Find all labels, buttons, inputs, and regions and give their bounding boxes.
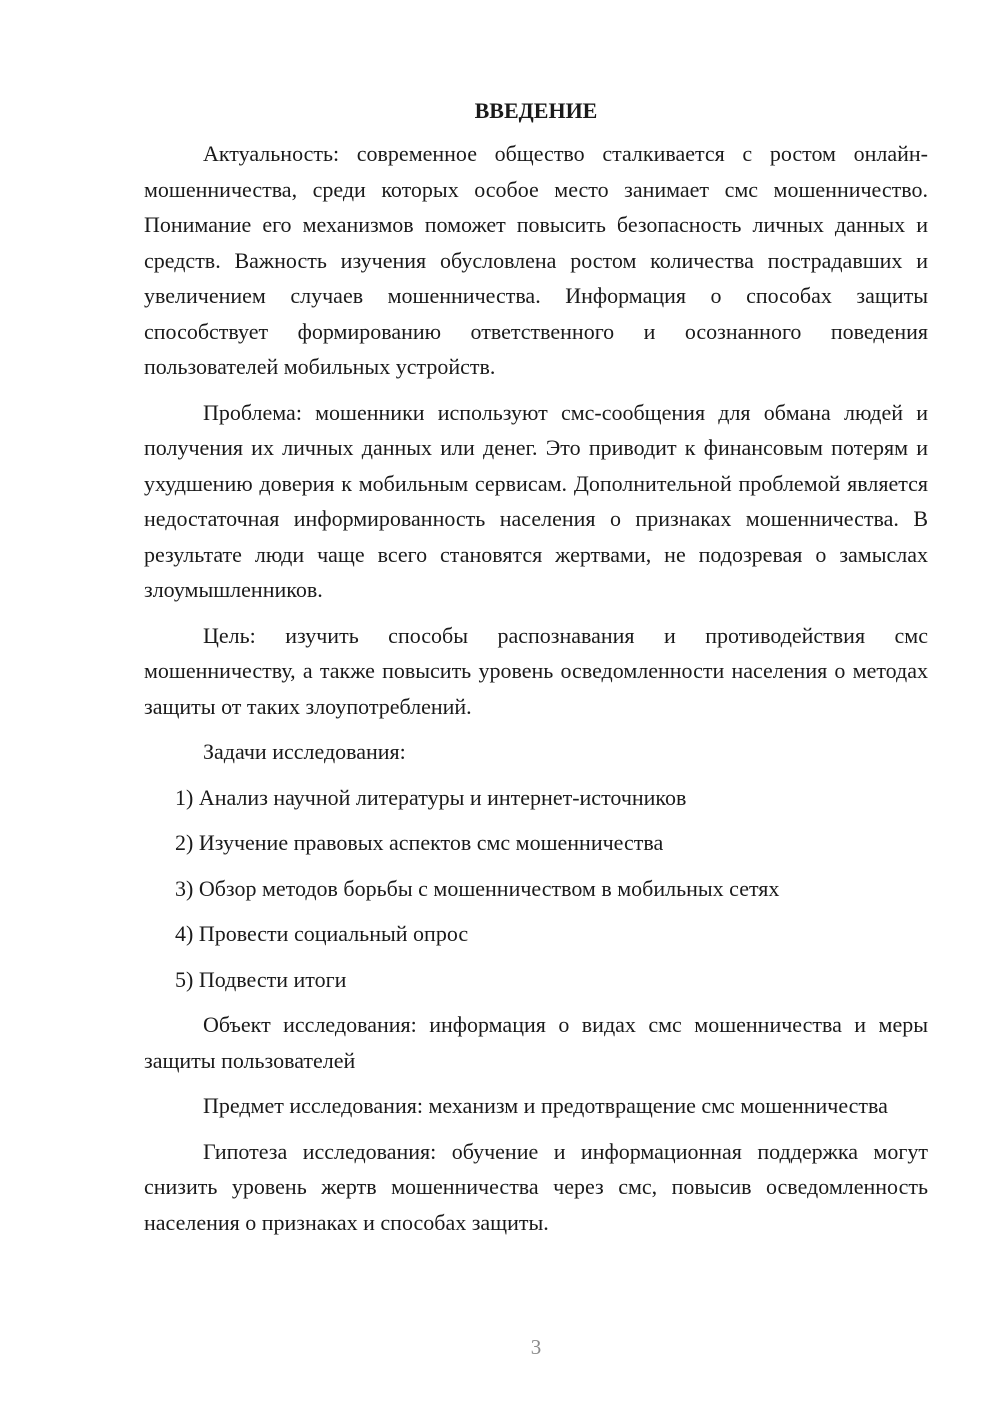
page-title: ВВЕДЕНИЕ: [474, 98, 598, 123]
tasks-title: Задачи исследования:: [203, 739, 406, 764]
task-list: [144, 780, 928, 998]
paragraph-object: Объект исследования: информация о видах смс мошенничества и меры защиты пользователей: [144, 1012, 928, 1073]
paragraph-subject: Предмет исследования: механизм и предотвращение смс мошенничества: [203, 1093, 888, 1118]
page-number: 3: [530, 1335, 542, 1359]
list-item: 2) Изучение правовых аспектов смс мошенничества: [175, 830, 664, 855]
paragraph-relevance: Актуальность: современное общество сталкивается с ростом онлайн-мошенничества, среди которых особое место занимает смс мошенничество. Понимание его механизмов поможет повысить безопасность личных данных и средств. Важность изучения обусловлена ростом количества пострадавших и увеличением случаев мошенничества. Информация о способах защиты способствует формированию ответственного и осознанного поведения пользователей мобильных устройств.: [144, 141, 928, 379]
list-item: 4) Провести социальный опрос: [175, 921, 469, 946]
list-item: 1) Анализ научной литературы и интернет-источников: [175, 784, 687, 810]
list-item: 5) Подвести итоги: [175, 966, 347, 992]
list-item: 3) Обзор методов борьбы с мошенничеством в мобильных сетях: [175, 875, 780, 901]
page-content: [144, 96, 928, 1250]
paragraph-problem: Проблема: мошенники используют смс-сообщения для обмана людей и получения их личных данных или денег. Это приводит к финансовым потерям и ухудшению доверия к мобильным сервисам. Дополнительной проблемой является недостаточная информированность населения о признаках мошенничества. В результате люди чаще всего становятся жертвами, не подозревая о замыслах злоумышленников.: [144, 399, 928, 602]
paragraph-goal: Цель: изучить способы распознавания и противодействия смс мошенничеству, а также повысить уровень осведомленности населения о методах защиты от таких злоупотреблений.: [144, 622, 928, 719]
paragraph-hypothesis: Гипотеза исследования: обучение и информационная поддержка могут снизить уровень жертв мошенничества через смс, повысив осведомленность населения о признаках и способах защиты.: [144, 1138, 928, 1235]
